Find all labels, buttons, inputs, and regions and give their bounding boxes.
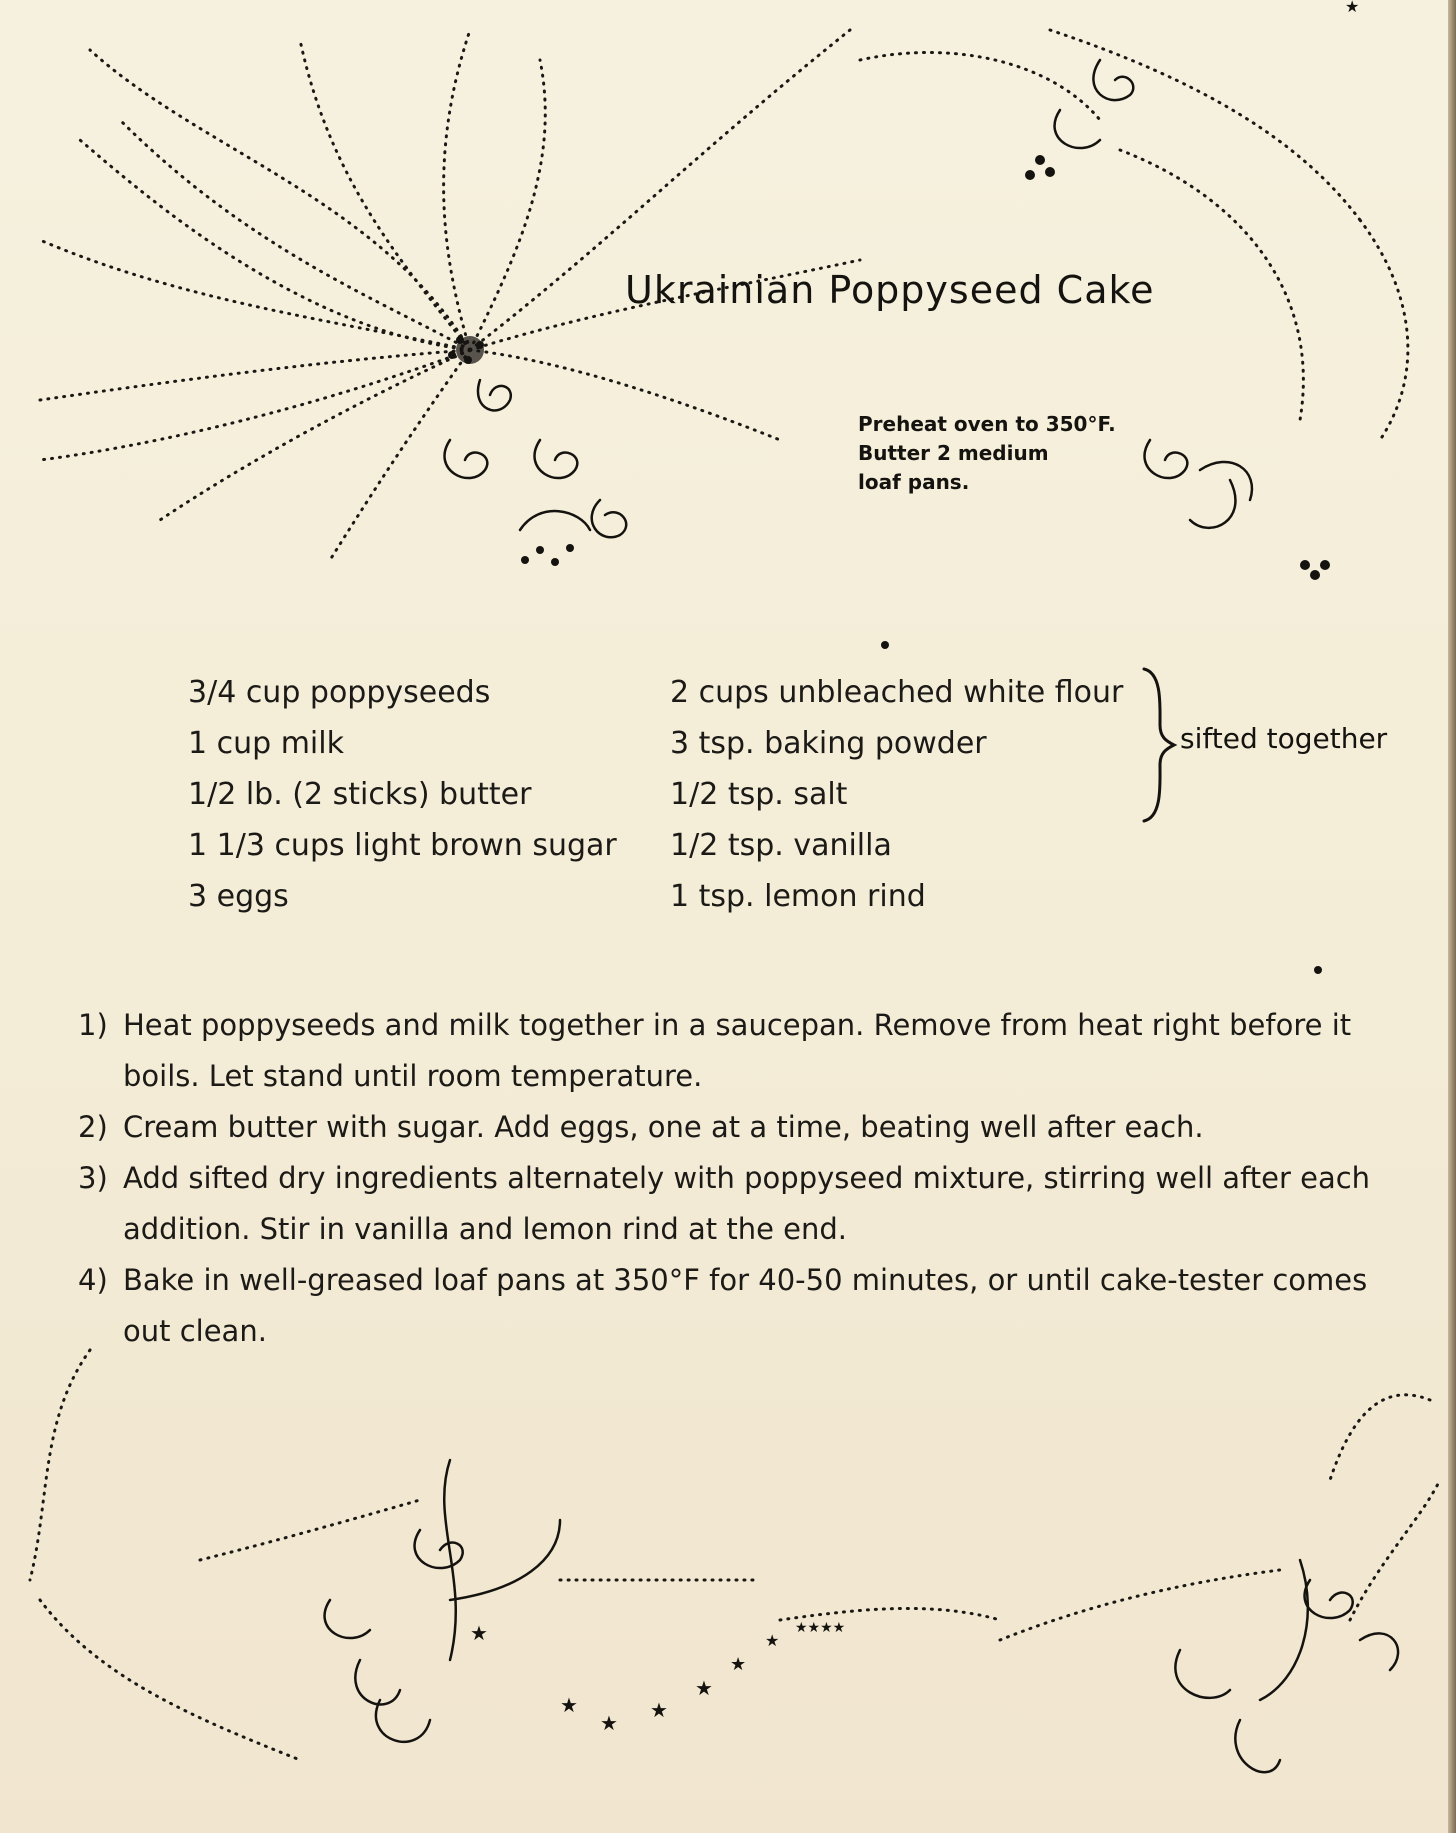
book-spine-edge <box>1448 0 1456 1833</box>
ingredient-item: 1/2 tsp. vanilla <box>670 828 892 863</box>
instructions-list <box>78 1000 1448 1357</box>
svg-text:★: ★ <box>560 1693 578 1717</box>
ingredient-item: 3/4 cup poppyseeds <box>188 675 491 710</box>
svg-text:★: ★ <box>1345 0 1360 16</box>
instruction-step <box>78 1102 1448 1153</box>
recipe-title: Ukrainian Poppyseed Cake <box>625 268 1155 312</box>
sifted-together-note: sifted together <box>1180 722 1388 755</box>
svg-text:★: ★ <box>600 1711 618 1735</box>
svg-text:★: ★ <box>695 1676 713 1700</box>
svg-text:★: ★ <box>470 1621 488 1645</box>
svg-text:★: ★ <box>765 1631 780 1650</box>
ingredient-item: 1 tsp. lemon rind <box>670 879 926 914</box>
step-number: 1) <box>78 1008 108 1042</box>
step-number: 3) <box>78 1161 108 1195</box>
ingredient-item: 1/2 tsp. salt <box>670 777 848 812</box>
ingredients-right-list <box>670 667 1123 922</box>
step-text: Heat poppyseeds and milk together in a saucepan. Remove from heat right before it boils. Let stand until room temperature. <box>123 1008 1352 1093</box>
step-number: 4) <box>78 1263 108 1297</box>
instruction-step <box>78 1255 1448 1357</box>
ingredient-item: 1 1/3 cups light brown sugar <box>188 828 617 863</box>
step-text: Add sifted dry ingredients alternately with poppyseed mixture, stirring well after each addition. Stir in vanilla and lemon rind at the end. <box>123 1161 1371 1246</box>
ingredients-left-list <box>188 667 617 922</box>
ingredient-item: 3 eggs <box>188 879 289 914</box>
ingredient-item: 1/2 lb. (2 sticks) butter <box>188 777 532 812</box>
ingredient-item: 3 tsp. baking powder <box>670 726 987 761</box>
preheat-note: Preheat oven to 350°F. Butter 2 medium loaf pans. <box>858 412 1116 494</box>
instruction-step <box>78 1000 1448 1102</box>
instruction-step <box>78 1153 1448 1255</box>
svg-text:★★★★: ★★★★ <box>795 1620 846 1636</box>
ingredient-item: 2 cups unbleached white flour <box>670 675 1124 710</box>
brace-icon <box>1140 665 1180 825</box>
svg-text:★: ★ <box>730 1654 747 1675</box>
step-number: 2) <box>78 1110 108 1144</box>
svg-text:★: ★ <box>650 1698 668 1722</box>
ingredient-item: 1 cup milk <box>188 726 344 761</box>
step-text: Cream butter with sugar. Add eggs, one at a time, beating well after each. <box>123 1110 1204 1144</box>
step-text: Bake in well-greased loaf pans at 350°F for 40-50 minutes, or until cake-tester comes out clean. <box>123 1263 1368 1348</box>
